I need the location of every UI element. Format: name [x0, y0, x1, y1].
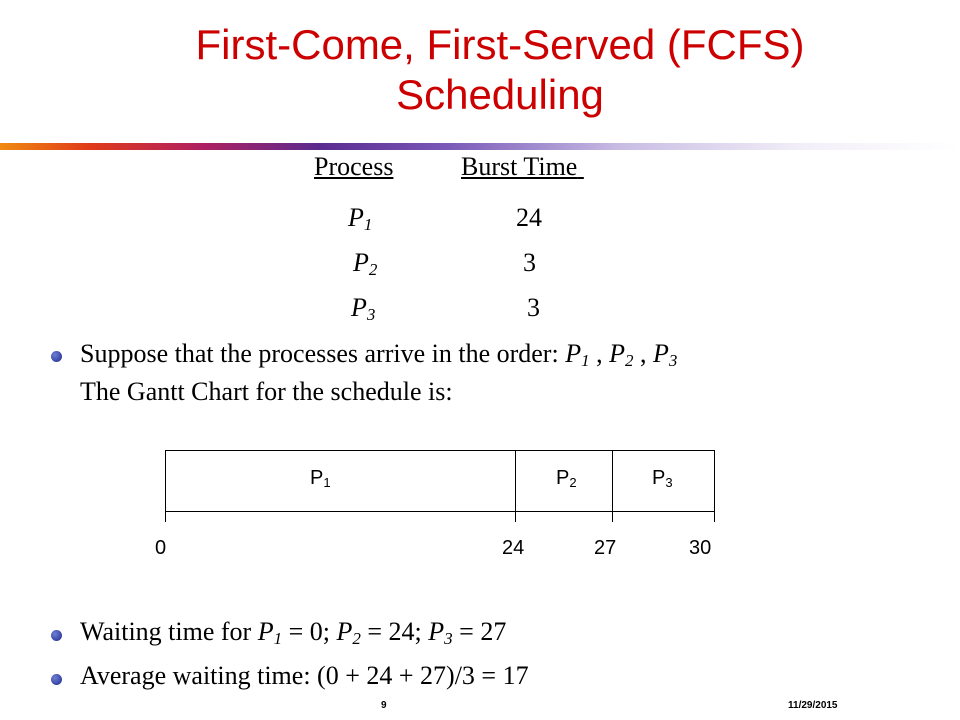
gantt-tick-label: 30 [689, 537, 712, 559]
slide-title [0, 20, 960, 120]
header-process: Process [314, 152, 394, 181]
bullet-gantt-intro: The Gantt Chart for the schedule is: [80, 377, 453, 406]
gantt-tick [714, 512, 715, 522]
header-burst-time: Burst Time [461, 152, 578, 181]
title-line-1: First-Come, First-Served (FCFS) [195, 21, 805, 68]
gantt-block-label: $P_3$ [652, 467, 673, 490]
gantt-frame [165, 450, 715, 512]
gantt-tick [612, 512, 613, 522]
table-row-burst: 3 [523, 248, 536, 277]
title-line-2: Scheduling [396, 71, 604, 118]
gantt-tick-label: 0 [155, 537, 167, 559]
bullet-waiting-times: Waiting time for $P_1 = 0$; $P_2 = 24$; $P_3 = 27$ [80, 617, 507, 648]
bullet-arrival-order: Suppose that the processes arrive in the order: $P_1$ , $P_2$ , $P_3$ [80, 339, 678, 370]
table-row-process: $P_1$ [348, 203, 373, 234]
bullet-average-waiting: Average waiting time: (0 + 24 + 27)/3 = 17 [80, 661, 529, 690]
gantt-block-label: $P_1$ [310, 467, 331, 490]
gantt-divider [515, 450, 516, 512]
table-row-burst: 24 [516, 203, 542, 232]
gantt-tick-label: 27 [594, 537, 617, 559]
title-divider [0, 143, 960, 150]
gantt-tick [515, 512, 516, 522]
table-row-burst: 3 [527, 293, 540, 322]
bullet-icon [51, 630, 62, 641]
gantt-block-label: $P_2$ [556, 467, 577, 490]
gantt-tick-label: 24 [502, 537, 525, 559]
table-row-process: $P_3$ [351, 293, 376, 324]
page-number: 9 [381, 700, 387, 711]
table-row-process: $P_2$ [353, 248, 378, 279]
bullet-icon [51, 351, 62, 362]
footer-date: 11/29/2015 [788, 700, 838, 711]
bullet-icon [51, 674, 62, 685]
gantt-tick [165, 512, 166, 522]
gantt-divider [612, 450, 613, 512]
